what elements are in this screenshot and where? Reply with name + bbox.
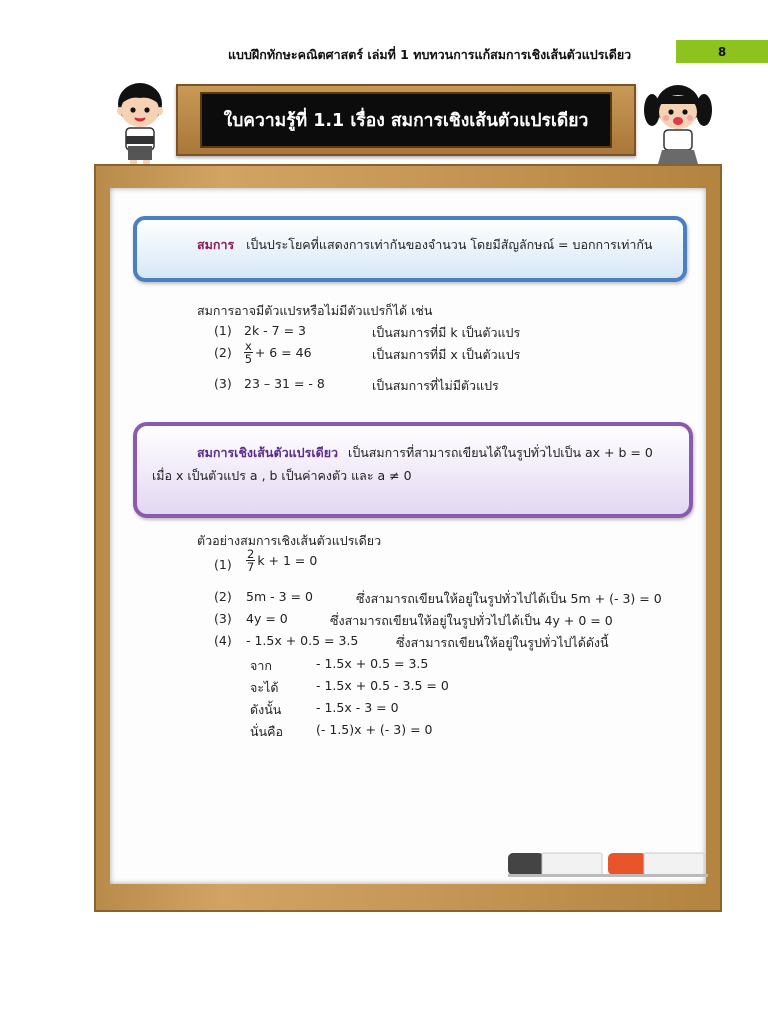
example-1-2-expr-group xyxy=(244,340,312,365)
example-2-4-num: (4) xyxy=(214,633,232,648)
step-3-expr: - 1.5x - 3 = 0 xyxy=(316,700,399,715)
example-2-1-expr: k + 1 = 0 xyxy=(257,553,318,568)
step-1-label: จาก xyxy=(250,658,272,673)
step-3-label: ดังนั้น xyxy=(250,702,282,717)
step-2-label: จะได้ xyxy=(250,680,279,695)
example-1-1-num: (1) xyxy=(214,323,232,338)
definition-2-text: เป็นสมการที่สามารถเขียนได้ในรูปทั่วไปเป็น ax + b = 0 xyxy=(348,445,653,460)
marker-tray xyxy=(508,850,708,878)
definition-1-line xyxy=(197,235,652,255)
example-2-4-desc: ซึ่งสามารถเขียนให้อยู่ในรูปทั่วไปได้ดังนี้ xyxy=(396,635,609,650)
definition-1-term: สมการ xyxy=(197,237,235,252)
definition-2-line xyxy=(197,443,653,463)
example-1-1-desc: เป็นสมการที่มี k เป็นตัวแปร xyxy=(372,325,521,340)
example-1-3-num: (3) xyxy=(214,376,232,391)
examples-1-intro: สมการอาจมีตัวแปรหรือไม่มีตัวแปรก็ได้ เช่น xyxy=(197,303,433,318)
boy-cartoon-icon xyxy=(108,78,172,178)
title-plank xyxy=(176,84,636,156)
fraction-x-over-5: $\frac{x}{5}$ xyxy=(244,339,253,366)
example-2-4-expr: - 1.5x + 0.5 = 3.5 xyxy=(246,633,359,648)
step-4-label: นั่นคือ xyxy=(250,724,283,739)
example-1-2-desc: เป็นสมการที่มี x เป็นตัวแปร xyxy=(372,347,521,362)
definition-2-line2: เมื่อ x เป็นตัวแปร a , b เป็นค่าคงตัว และ a ≠ 0 xyxy=(152,468,412,483)
examples-2-intro: ตัวอย่างสมการเชิงเส้นตัวแปรเดียว xyxy=(197,533,382,548)
definition-2-term: สมการเชิงเส้นตัวแปรเดียว xyxy=(197,445,339,460)
step-4-expr: (- 1.5)x + (- 3) = 0 xyxy=(316,722,433,737)
book-header-title: แบบฝึกทักษะคณิตศาสตร์ เล่มที่ 1 ทบทวนการแก้สมการเชิงเส้นตัวแปรเดียว xyxy=(228,47,632,62)
example-2-2-expr: 5m - 3 = 0 xyxy=(246,589,313,604)
example-2-2-desc: ซึ่งสามารถเขียนให้อยู่ในรูปทั่วไปได้เป็น 5m + (- 3) = 0 xyxy=(356,591,662,606)
example-2-1-expr-group xyxy=(246,548,317,573)
fraction-2-over-7: $\frac{2}{7}$ xyxy=(247,547,255,574)
page-number-badge: 8 xyxy=(676,40,768,63)
step-1-expr: - 1.5x + 0.5 = 3.5 xyxy=(316,656,429,671)
example-2-3-num: (3) xyxy=(214,611,232,626)
example-2-2-num: (2) xyxy=(214,589,232,604)
example-1-3-expr: 23 – 31 = - 8 xyxy=(244,376,325,391)
example-2-3-expr: 4y = 0 xyxy=(246,611,288,626)
example-2-1-num: (1) xyxy=(214,557,232,572)
page-title: ใบความรู้ที่ 1.1 เรื่อง สมการเชิงเส้นตัวแปรเดียว xyxy=(200,92,612,148)
step-2-expr: - 1.5x + 0.5 - 3.5 = 0 xyxy=(316,678,449,693)
example-1-3-desc: เป็นสมการที่ไม่มีตัวแปร xyxy=(372,378,499,393)
example-1-1-expr: 2k - 7 = 3 xyxy=(244,323,306,338)
definition-1-text: เป็นประโยคที่แสดงการเท่ากันของจำนวน โดยมีสัญลักษณ์ = บอกการเท่ากัน xyxy=(246,237,653,252)
example-2-3-desc: ซึ่งสามารถเขียนให้อยู่ในรูปทั่วไปได้เป็น 4y + 0 = 0 xyxy=(330,613,613,628)
example-1-2-expr: + 6 = 46 xyxy=(254,345,312,360)
example-1-2-num: (2) xyxy=(214,345,232,360)
